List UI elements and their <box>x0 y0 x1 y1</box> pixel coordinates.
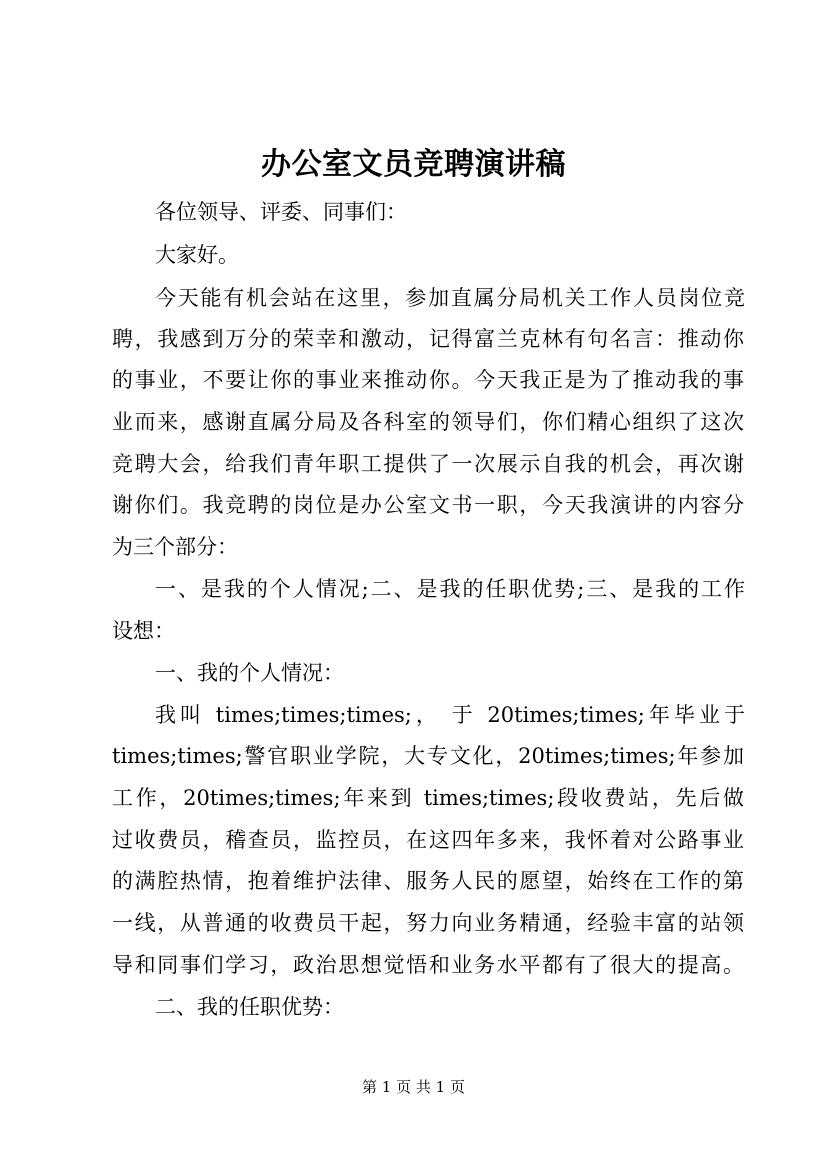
paragraph-line: 各位领导、评委、同事们： <box>155 200 407 224</box>
paragraph-line: 的满腔热情，抱着维护法律、服务人民的愿望，始终在工作的第 <box>112 869 744 893</box>
paragraph-line: 工作，20times;times;年来到 times;times;段收费站，先后做 <box>112 786 744 810</box>
paragraph-line: 的事业，不要让你的事业来推动你。今天我正是为了推动我的事 <box>112 368 744 392</box>
paragraph-line: 聘，我感到万分的荣幸和激动，记得富兰克林有句名言：推动你 <box>112 327 744 351</box>
paragraph-line: 为三个部分： <box>112 535 238 559</box>
paragraph-line: 一线，从普通的收费员干起，努力向业务精通，经验丰富的站领 <box>112 911 744 935</box>
paragraph-line: 过收费员，稽查员，监控员，在这四年多来，我怀着对公路事业 <box>112 828 744 852</box>
paragraph-line: times;times;警官职业学院，大专文化，20times;times;年参加 <box>112 744 744 768</box>
section-heading: 二、我的任职优势： <box>155 995 344 1019</box>
paragraph-line: 竞聘大会，给我们青年职工提供了一次展示自我的机会，再次谢 <box>112 452 744 476</box>
paragraph-line: 一、是我的个人情况;二、是我的任职优势;三、是我的工作 <box>155 577 745 601</box>
section-heading: 一、我的个人情况： <box>155 661 344 685</box>
paragraph-line: 设想： <box>112 619 175 643</box>
paragraph-line: 大家好。 <box>155 243 239 267</box>
paragraph-line: 导和同事们学习，政治思想觉悟和业务水平都有了很大的提高。 <box>112 953 744 977</box>
paragraph-line: 谢你们。我竞聘的岗位是办公室文书一职，今天我演讲的内容分 <box>112 493 744 517</box>
document-title: 办公室文员竞聘演讲稿 <box>261 147 566 182</box>
page-footer: 第 1 页 共 1 页 <box>362 1078 465 1096</box>
paragraph-line: 今天能有机会站在这里，参加直属分局机关工作人员岗位竞 <box>155 286 745 310</box>
paragraph-line: 我叫 times;times;times;， 于 20times;times;年毕业于 <box>155 703 745 727</box>
paragraph-line: 业而来，感谢直属分局及各科室的领导们，你们精心组织了这次 <box>112 410 744 434</box>
